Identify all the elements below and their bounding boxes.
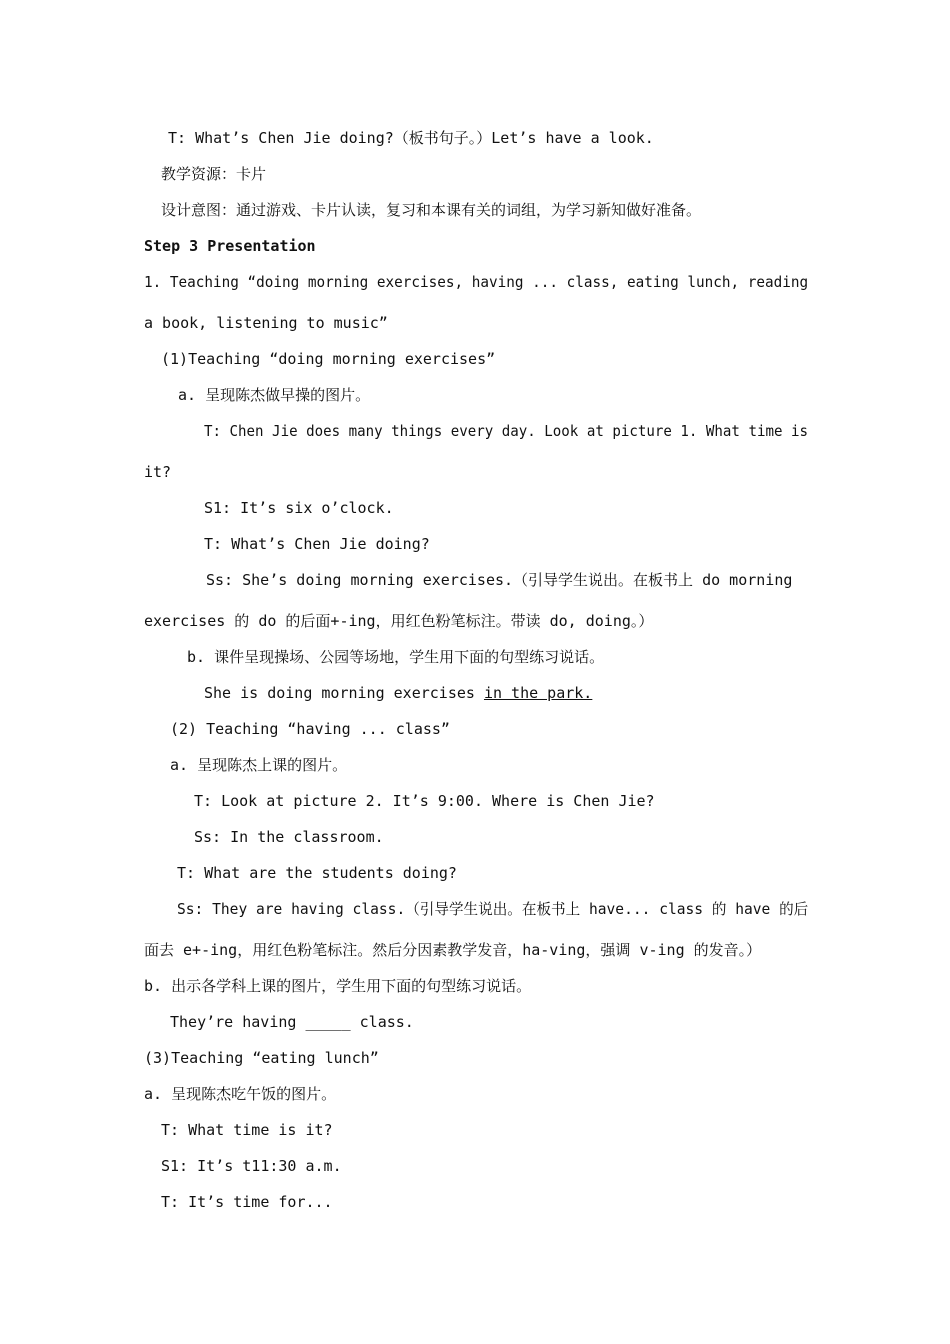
underlined-phrase: in the park. (483, 684, 593, 702)
text-line: T: What’s Chen Jie doing?（板书句子。）Let’s have a look. (168, 129, 654, 147)
text-line: a. 呈现陈杰吃午饭的图片。 (144, 1085, 337, 1103)
text-line: (3)Teaching “eating lunch” (144, 1049, 379, 1067)
text-line: b. 出示各学科上课的图片，学生用下面的句型练习说话。 (144, 977, 532, 995)
text-line: Ss: They are having class.（引导学生说出。在板书上 have... class 的 have 的后 (177, 900, 809, 918)
text-line: T: What are the students doing? (177, 864, 457, 882)
text-line: it? (144, 463, 172, 481)
sentence-pattern: She is doing morning exercises (204, 684, 484, 702)
text-line: 1. Teaching “doing morning exercises, having ... class, eating lunch, reading (144, 273, 809, 291)
text-line: T: Look at picture 2. It’s 9:00. Where is Chen Jie? (194, 792, 655, 810)
text-line: b. 课件呈现操场、公园等场地，学生用下面的句型练习说话。 (187, 648, 605, 666)
text-line: exercises 的 do 的后面+-ing，用红色粉笔标注。带读 do, doing。） (144, 612, 654, 630)
text-line: 设计意图：通过游戏、卡片认读，复习和本课有关的词组，为学习新知做好准备。 (161, 201, 702, 219)
section-heading: Step 3 Presentation (144, 237, 316, 255)
text-line: T: What time is it? (161, 1121, 333, 1139)
text-line: a. 呈现陈杰做早操的图片。 (178, 386, 371, 404)
text-line: (2) Teaching “having ... class” (170, 720, 450, 738)
text-line: T: It’s time for... (161, 1193, 333, 1211)
text-line: Ss: She’s doing morning exercises.（引导学生说出。在板书上 do morning (206, 571, 793, 589)
text-line: T: What’s Chen Jie doing? (204, 535, 430, 553)
text-line: a book, listening to music” (144, 314, 388, 332)
text-line (204, 683, 592, 703)
text-line: 教学资源：卡片 (161, 165, 267, 183)
text-line: (1)Teaching “doing morning exercises” (161, 350, 496, 368)
text-line: They’re having _____ class. (170, 1013, 414, 1031)
text-line: T: Chen Jie does many things every day. Look at picture 1. What time is (204, 422, 808, 440)
text-line: S1: It’s six o’clock. (204, 499, 394, 517)
text-line: a. 呈现陈杰上课的图片。 (170, 756, 348, 774)
text-line: 面去 e+-ing，用红色粉笔标注。然后分因素教学发音，ha-ving，强调 v-ing 的发音。） (144, 941, 762, 959)
text-line: S1: It’s t11:30 a.m. (161, 1157, 342, 1175)
text-line: Ss: In the classroom. (194, 828, 384, 846)
